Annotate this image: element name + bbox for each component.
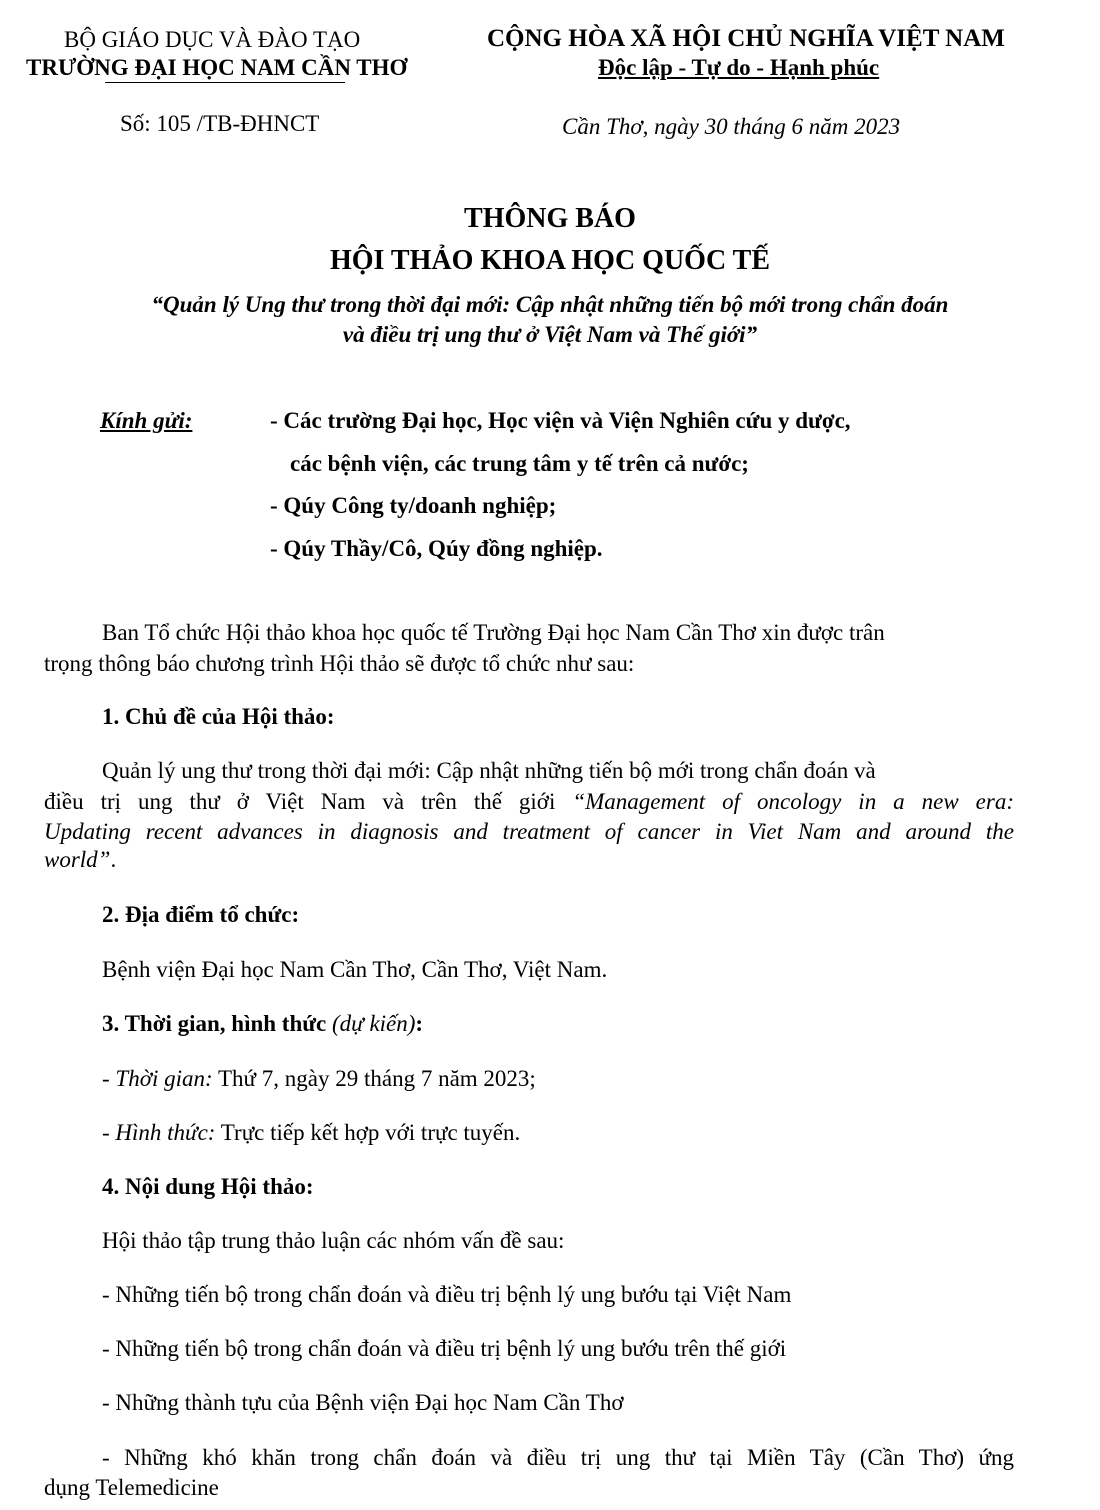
- section-1-english-end: world”: [44, 847, 111, 872]
- section-1-line-1: Quản lý ung thư trong thời đại mới: Cập nhật những tiến bộ mới trong chẩn đoán và: [102, 758, 876, 783]
- university-name: [26, 55, 407, 81]
- ministry-name: BỘ GIÁO DỤC VÀ ĐÀO TẠO: [64, 27, 361, 52]
- section-2-location: Bệnh viện Đại học Nam Cần Thơ, Cần Thơ, Việt Nam.: [102, 957, 608, 982]
- subtitle-line-2: và điều trị ung thư ở Việt Nam và Thế giới”: [342, 322, 758, 347]
- section-3-heading: [102, 1011, 423, 1037]
- section-1-line-3: Updating recent advances in diagnosis and treatment of cancer in Viet Nam and around the: [44, 819, 1014, 844]
- section-2-heading: 2. Địa điểm tổ chức:: [102, 902, 300, 927]
- time-label: - Thời gian:: [102, 1066, 213, 1091]
- section-3-heading-colon: :: [415, 1011, 424, 1036]
- section-4-item: - Những tiến bộ trong chẩn đoán và điều trị bệnh lý ung bướu trên thế giới: [102, 1336, 787, 1361]
- intro-line-1: Ban Tổ chức Hội thảo khoa học quốc tế Trường Đại học Nam Cần Thơ xin được trân: [102, 620, 885, 645]
- title-announcement: THÔNG BÁO: [464, 203, 636, 234]
- intro-line-2: trọng thông báo chương trình Hội thảo sẽ được tổ chức như sau:: [44, 651, 635, 676]
- section-4-intro: Hội thảo tập trung thảo luận các nhóm vấn đề sau:: [102, 1228, 565, 1253]
- section-3-heading-text: 3. Thời gian, hình thức: [102, 1011, 332, 1036]
- title-conference: HỘI THẢO KHOA HỌC QUỐC TẾ: [329, 245, 771, 276]
- format-label: - Hình thức:: [102, 1120, 216, 1145]
- university-underline: [105, 82, 345, 83]
- national-motto: Độc lập - Tự do - Hạnh phúc: [598, 55, 880, 80]
- document-number: Số: 105 /TB-ĐHNCT: [120, 111, 320, 136]
- section-1-english-start: “Management of oncology in a new era:: [572, 789, 1014, 814]
- time-value: Thứ 7, ngày 29 tháng 7 năm 2023;: [212, 1066, 536, 1091]
- document-date: Cần Thơ, ngày 30 tháng 6 năm 2023: [562, 114, 901, 139]
- section-3-heading-tentative: (dự kiến): [332, 1011, 416, 1036]
- section-3-format: [102, 1120, 520, 1146]
- section-1-period: .: [110, 847, 117, 872]
- section-1-line-4: [44, 847, 116, 873]
- section-4-heading: 4. Nội dung Hội thảo:: [102, 1174, 314, 1199]
- section-3-time: [102, 1066, 536, 1092]
- subtitle-line-1: “Quản lý Ung thư trong thời đại mới: Cập nhật những tiến bộ mới trong chẩn đoán: [151, 292, 949, 317]
- recipient-item: - Các trường Đại học, Học viện và Viện Nghiên cứu y dược,: [270, 408, 851, 433]
- section-4-item: - Những thành tựu của Bệnh viện Đại học Nam Cần Thơ: [102, 1390, 624, 1415]
- republic-name: CỘNG HÒA XÃ HỘI CHỦ NGHĨA VIỆT NAM: [487, 25, 1005, 52]
- section-4-last-item-line-2: dụng Telemedicine: [44, 1475, 219, 1500]
- university-name-text: TRƯỜNG ĐẠI HỌC NAM CẦN THƠ: [26, 55, 408, 80]
- recipient-item: các bệnh viện, các trung tâm y tế trên cả nước;: [290, 451, 749, 476]
- format-value: Trực tiếp kết hợp với trực tuyến.: [215, 1120, 521, 1145]
- recipients-label: Kính gửi:: [100, 408, 193, 433]
- section-4-last-item-line-1: - Những khó khăn trong chẩn đoán và điều trị ung thư tại Miền Tây (Cần Thơ) ứng: [102, 1445, 1014, 1470]
- section-1-line-2: [44, 787, 1014, 817]
- recipient-item: - Qúy Thầy/Cô, Qúy đồng nghiệp.: [270, 536, 603, 561]
- section-4-item: - Những tiến bộ trong chẩn đoán và điều trị bệnh lý ung bướu tại Việt Nam: [102, 1282, 792, 1307]
- recipient-item: - Qúy Công ty/doanh nghiệp;: [270, 493, 557, 518]
- section-1-line-2-text: điều trị ung thư ở Việt Nam và trên thế giới: [44, 789, 573, 814]
- section-1-heading: 1. Chủ đề của Hội thảo:: [102, 704, 335, 729]
